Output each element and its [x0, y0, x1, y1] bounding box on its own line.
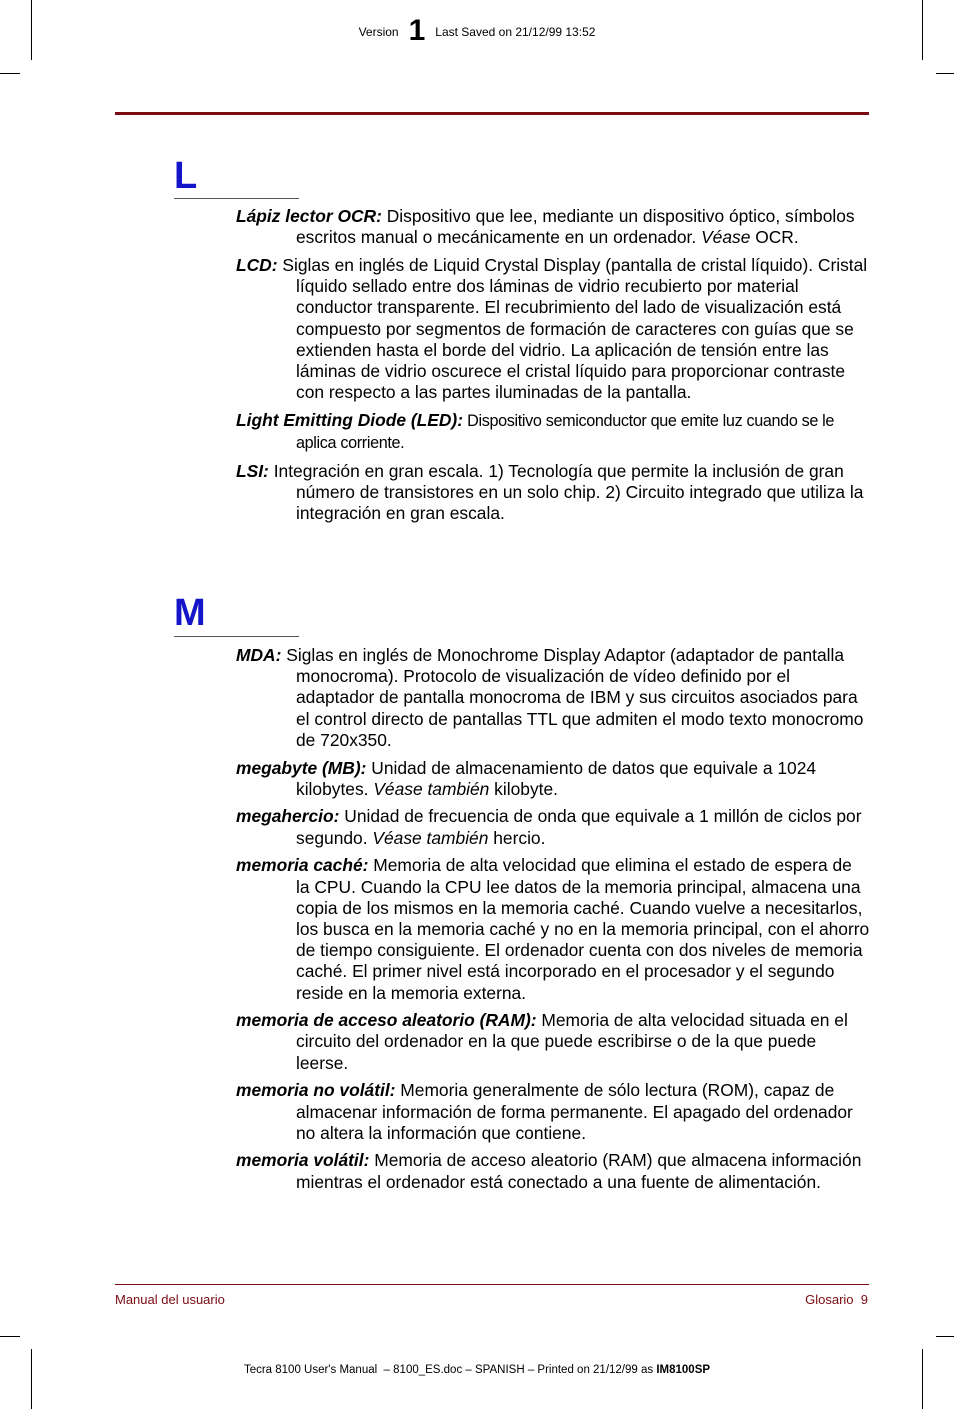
- glossary-definition: Memoria de alta velocidad situada en el circuito del ordenador en la que puede escribirse o de la que puede leerse.: [296, 1010, 848, 1073]
- glossary-term: LSI:: [236, 460, 269, 481]
- glossary-definition: Dispositivo semiconductor que emite luz cuando se le aplica corriente.: [296, 411, 835, 453]
- crop-mark: [31, 1349, 32, 1409]
- glossary-term: megabyte (MB):: [236, 757, 367, 778]
- section-letter-underline: [174, 198, 299, 199]
- glossary-entry: [236, 855, 870, 1003]
- glossary-definition: Memoria generalmente de sólo lectura (ROM), capaz de almacenar información de forma permanente. El apagado del ordenador no altera la información que contiene.: [296, 1080, 853, 1143]
- glossary-entry: [236, 410, 870, 454]
- glossary-entry: [236, 758, 870, 800]
- see-also-label: Véase también: [372, 827, 489, 848]
- version-header: [0, 16, 954, 47]
- glossary-entry: [236, 206, 870, 248]
- section-letter-m: M: [174, 592, 206, 634]
- glossary-term: memoria de acceso aleatorio (RAM):: [236, 1010, 537, 1031]
- section-letter-underline: [174, 636, 299, 637]
- glossary-entry: [236, 806, 870, 848]
- see-also-label: Véase: [701, 227, 751, 248]
- see-also-target: OCR.: [750, 227, 799, 248]
- glossary-section-m: [236, 645, 870, 1199]
- section-letter-l: L: [174, 155, 198, 197]
- glossary-term: Lápiz lector OCR:: [236, 206, 382, 226]
- version-label: Version: [358, 25, 399, 39]
- glossary-term: memoria caché:: [236, 855, 369, 876]
- crop-mark: [0, 73, 20, 74]
- glossary-definition: Memoria de alta velocidad que elimina el estado de espera de la CPU. Cuando la CPU lee datos de la memoria principal, almacena una copia de los mismos en la memoria caché. Cuando vuelve a necesitarlos, los busca en la memoria caché y no en la memoria principal, con el ahorro de tiempo consiguiente. El ordenador cuenta con dos niveles de memoria caché. El primer nivel está incorporado en el procesador y el segundo reside en la memoria externa.: [296, 855, 870, 1003]
- glossary-entry: [236, 461, 870, 525]
- glossary-entry: [236, 1080, 870, 1144]
- glossary-definition: Unidad de frecuencia de onda que equivale a 1 millón de ciclos por segundo.: [296, 806, 862, 848]
- version-number: 1: [408, 14, 426, 47]
- footer-rule: [115, 1284, 869, 1285]
- glossary-section-l: [236, 206, 870, 531]
- glossary-definition: Unidad de almacenamiento de datos que equivale a 1024 kilobytes.: [296, 757, 817, 799]
- glossary-entry: [236, 1150, 870, 1192]
- glossary-entry: [236, 645, 870, 751]
- see-also-label: Véase también: [373, 778, 490, 799]
- footer-manual-title: Manual del usuario: [115, 1292, 225, 1307]
- glossary-term: memoria volátil:: [236, 1150, 370, 1171]
- header-rule: [115, 112, 869, 115]
- print-info-text: Tecra 8100 User's Manual – 8100_ES.doc – SPANISH – Printed on 21/12/99 as: [243, 1364, 657, 1376]
- glossary-term: memoria no volátil:: [236, 1080, 396, 1101]
- print-info: [0, 1364, 954, 1376]
- glossary-definition: Dispositivo que lee, mediante un dispositivo óptico, símbolos escritos manual o mecánicamente en un ordenador.: [296, 206, 855, 248]
- glossary-definition: Integración en gran escala. 1) Tecnología que permite la inclusión de gran número de transistores en un solo chip. 2) Circuito integrado que utiliza la integración en gran escala.: [268, 460, 864, 524]
- glossary-definition: Siglas en inglés de Monochrome Display Adaptor (adaptador de pantalla monocroma). Protocolo de visualización de vídeo definido por el adaptador de pantalla monocroma de IBM y sus circuitos asociados para el control directo de pantallas TTL que admiten el modo texto monocromo de 720x350.: [281, 645, 864, 750]
- glossary-entry: [236, 1010, 870, 1074]
- glossary-term: megahercio:: [236, 806, 340, 827]
- crop-mark: [0, 1336, 20, 1337]
- print-code: IM8100SP: [656, 1364, 711, 1376]
- glossary-entry: [236, 255, 870, 403]
- see-also-target: hercio.: [488, 827, 546, 848]
- glossary-definition: Siglas en inglés de Liquid Crystal Display (pantalla de cristal líquido). Cristal líquido sellado entre dos láminas de vidrio recubierto por material conductor transparente. El recubrimiento del lado de visualización está compuesto por segmentos de formación de caracteres con guías que se extienden hasta el borde del vidrio. La aplicación de tensión entre las láminas de vidrio oscurece el cristal líquido para proporcionar contraste con respecto a las partes iluminadas de la pantalla.: [277, 254, 868, 403]
- last-saved: Last Saved on 21/12/99 13:52: [435, 25, 596, 39]
- crop-mark: [936, 1336, 954, 1337]
- footer-page-number: Glosario 9: [805, 1292, 868, 1307]
- see-also-target: kilobyte.: [489, 778, 558, 799]
- glossary-definition: Memoria de acceso aleatorio (RAM) que almacena información mientras el ordenador está conectado a una fuente de alimentación.: [296, 1150, 862, 1192]
- crop-mark: [922, 1349, 923, 1409]
- glossary-term: LCD:: [236, 254, 278, 275]
- glossary-term: Light Emitting Diode (LED):: [236, 409, 464, 430]
- crop-mark: [936, 73, 954, 74]
- glossary-term: MDA:: [236, 645, 282, 665]
